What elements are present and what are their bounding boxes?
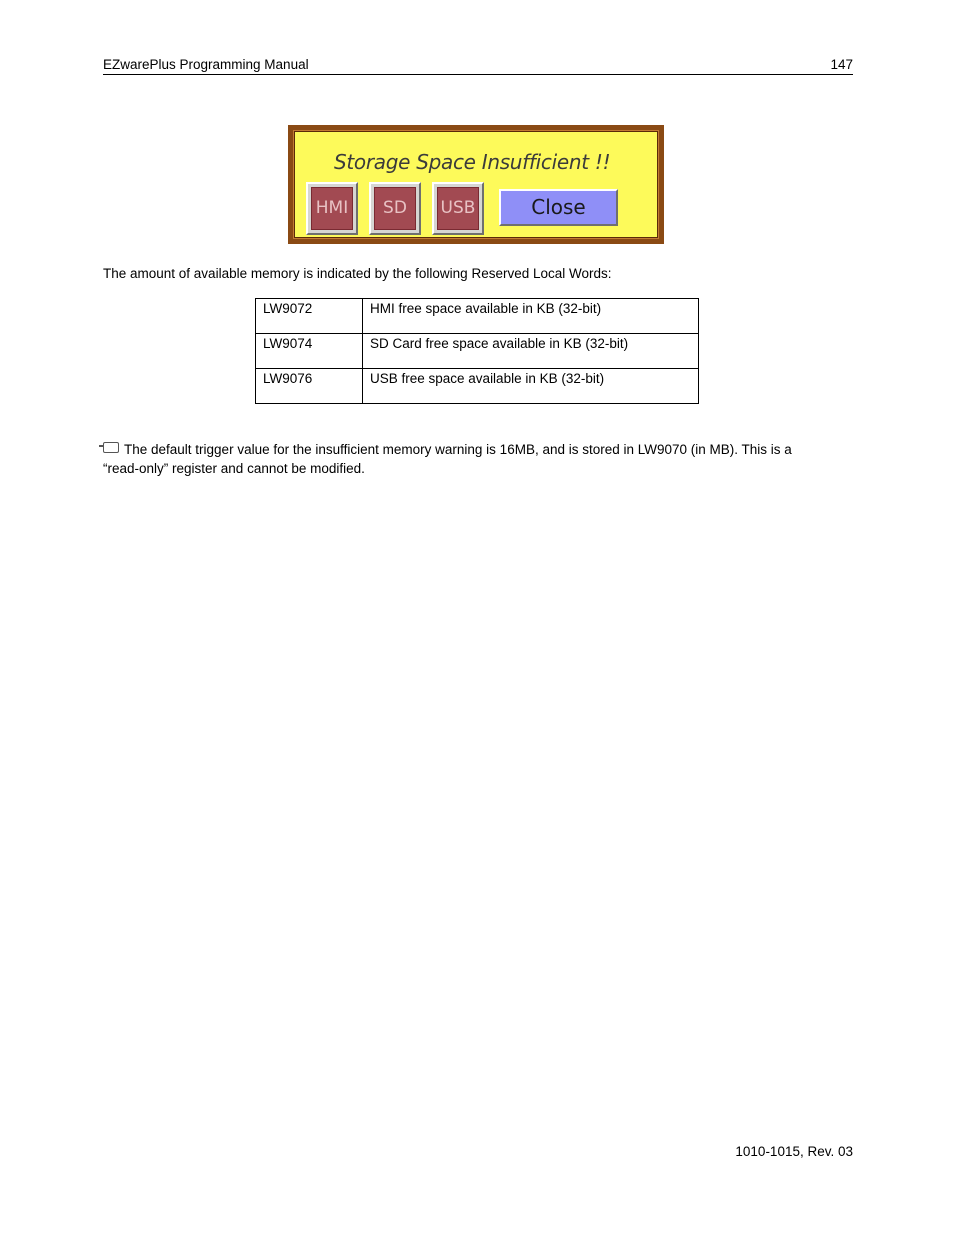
description-cell: HMI free space available in KB (32-bit) bbox=[363, 299, 699, 334]
description-cell: SD Card free space available in KB (32-bit) bbox=[363, 334, 699, 369]
manual-title: EZwarePlus Programming Manual bbox=[103, 57, 309, 72]
note-line-1: The default trigger value for the insufficient memory warning is 16MB, and is stored in LW9070 (in MB). This is a bbox=[124, 442, 792, 457]
page-number: 147 bbox=[830, 57, 853, 72]
table-row bbox=[256, 299, 699, 334]
reserved-words-table bbox=[255, 298, 699, 404]
register-cell: LW9074 bbox=[256, 334, 363, 369]
description-cell: USB free space available in KB (32-bit) bbox=[363, 369, 699, 404]
storage-warning-popup bbox=[288, 125, 664, 244]
note-paragraph bbox=[103, 440, 853, 478]
close-button[interactable]: Close bbox=[499, 189, 618, 226]
table-row bbox=[256, 334, 699, 369]
pointing-hand-icon bbox=[103, 442, 119, 453]
popup-title: Storage Space Insufficient !! bbox=[334, 150, 611, 174]
usb-button[interactable] bbox=[432, 182, 484, 235]
sd-button-label: SD bbox=[374, 187, 416, 230]
usb-button-label: USB bbox=[437, 187, 479, 230]
hmi-button-label: HMI bbox=[311, 187, 353, 230]
hmi-button[interactable] bbox=[306, 182, 358, 235]
sd-button[interactable] bbox=[369, 182, 421, 235]
page-header bbox=[103, 56, 853, 75]
intro-paragraph: The amount of available memory is indicated by the following Reserved Local Words: bbox=[103, 266, 612, 281]
register-cell: LW9072 bbox=[256, 299, 363, 334]
note-line-2: “read-only” register and cannot be modified. bbox=[103, 461, 365, 476]
table-row bbox=[256, 369, 699, 404]
register-cell: LW9076 bbox=[256, 369, 363, 404]
document-revision: 1010-1015, Rev. 03 bbox=[735, 1144, 853, 1159]
